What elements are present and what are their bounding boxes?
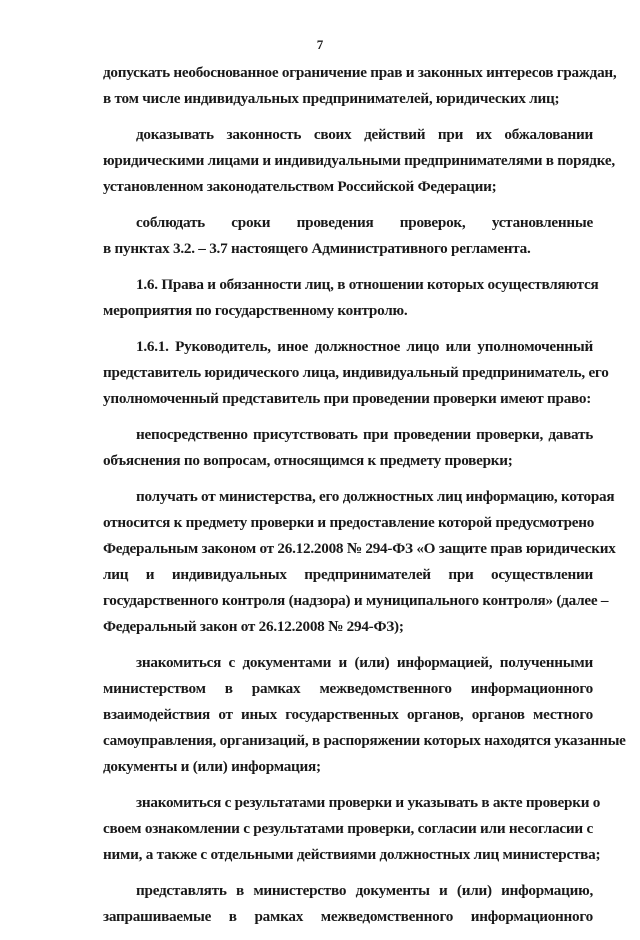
paragraph-line: 1.6. Права и обязанности лиц, в отношении которых осуществляются — [136, 276, 599, 293]
paragraph-line: представлять в министерство документы и (или) информацию, — [136, 882, 593, 899]
paragraph-line: Федеральный закон от 26.12.2008 № 294-ФЗ); — [103, 618, 404, 635]
paragraph-line: Федеральным законом от 26.12.2008 № 294-ФЗ «О защите прав юридических — [103, 540, 616, 557]
paragraph-line: относится к предмету проверки и предоставление которой предусмотрено — [103, 514, 595, 531]
paragraph-9 — [103, 790, 601, 868]
paragraph-5 — [103, 334, 609, 412]
paragraph-2 — [103, 122, 615, 200]
paragraph-line: документы и (или) информация; — [103, 758, 321, 775]
paragraph-line: представитель юридического лица, индивидуальный предприниматель, его — [103, 364, 609, 381]
paragraph-line: допускать необоснованное ограничение прав и законных интересов граждан, — [103, 64, 617, 81]
paragraph-7 — [103, 484, 616, 640]
paragraph-3 — [103, 210, 593, 262]
paragraph-line: уполномоченный представитель при проведении проверки имеют право: — [103, 390, 592, 407]
paragraph-line: доказывать законность своих действий при их обжаловании — [136, 126, 593, 143]
paragraph-line: запрашиваемые в рамках межведомственного информационного — [103, 908, 593, 925]
paragraph-line: своем ознакомлении с результатами проверки, согласии или несогласии с — [103, 820, 593, 837]
paragraph-line: 1.6.1. Руководитель, иное должностное лицо или уполномоченный — [136, 338, 593, 355]
paragraph-line: получать от министерства, его должностных лиц информацию, которая — [136, 488, 615, 505]
paragraph-line: самоуправления, организаций, в распоряжении которых находятся указанные — [103, 732, 626, 749]
paragraph-line: ними, а также с отдельными действиями должностных лиц министерства; — [103, 846, 601, 863]
page-number: 7 — [316, 37, 324, 52]
paragraph-1 — [103, 60, 617, 112]
paragraph-line: взаимодействия от иных государственных органов, органов местного — [103, 706, 593, 723]
paragraph-6 — [103, 422, 593, 474]
paragraph-line: государственного контроля (надзора) и муниципального контроля» (далее – — [103, 592, 609, 609]
paragraph-line: соблюдать сроки проведения проверок, установленные — [136, 214, 593, 231]
document-body — [103, 60, 626, 940]
paragraph-4 — [103, 272, 599, 324]
paragraph-line: установленном законодательством Российской Федерации; — [103, 178, 497, 195]
paragraph-8 — [103, 650, 626, 780]
paragraph-line: мероприятия по государственному контролю. — [103, 302, 408, 319]
paragraph-line: объяснения по вопросам, относящимся к предмету проверки; — [103, 452, 513, 469]
paragraph-line: юридическими лицами и индивидуальными предпринимателями в порядке, — [103, 152, 615, 169]
paragraph-line: в том числе индивидуальных предпринимателей, юридических лиц; — [103, 90, 560, 107]
paragraph-line: лиц и индивидуальных предпринимателей при осуществлении — [103, 566, 593, 583]
paragraph-line: министерством в рамках межведомственного информационного — [103, 680, 593, 697]
paragraph-10 — [103, 878, 593, 930]
paragraph-line: непосредственно присутствовать при проведении проверки, давать — [136, 426, 593, 443]
paragraph-line: знакомиться с результатами проверки и указывать в акте проверки о — [136, 794, 601, 811]
paragraph-line: в пунктах 3.2. – 3.7 настоящего Административного регламента. — [103, 240, 531, 257]
paragraph-line: знакомиться с документами и (или) информацией, полученными — [136, 654, 593, 671]
